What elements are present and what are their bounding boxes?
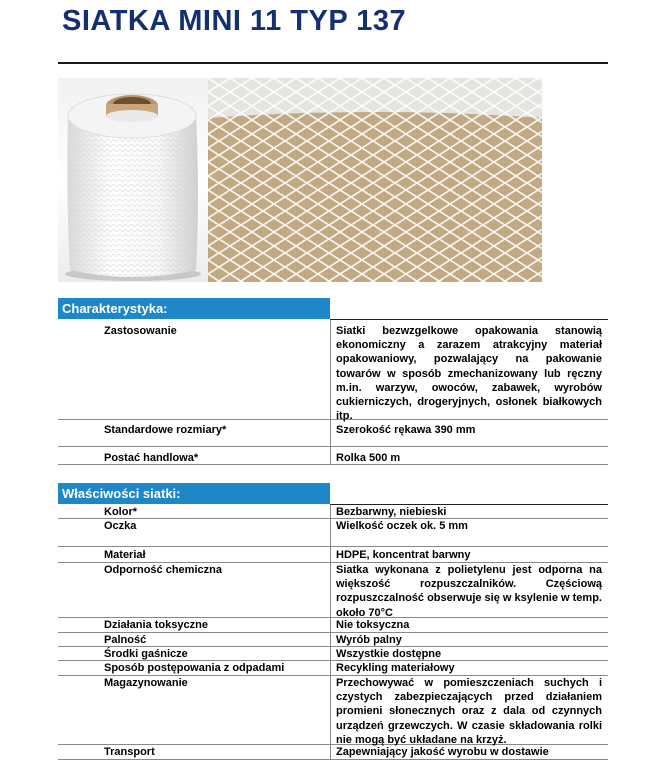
row-value: Wielkość oczek ok. 5 mm [336,520,468,532]
table-row [58,633,608,647]
row-label: Środki gaśnicze [104,648,188,660]
table-row [58,745,608,760]
row-value: Wyrób palny [336,634,402,646]
row-label: Zastosowanie [104,325,177,337]
row-value: HDPE, koncentrat barwny [336,549,471,561]
row-label: Magazynowanie [104,677,188,689]
table-row [58,519,608,547]
table-row [58,618,608,633]
table-row [58,505,608,519]
row-label: Oczka [104,520,137,532]
page-title: SIATKA MINI 11 TYP 137 [62,5,407,37]
row-value: Zapewniający jakość wyrobu w dostawie [336,746,549,758]
row-label: Postać handlowa* [104,452,199,464]
row-label: Materiał [104,549,146,561]
row-value: Nie toksyczna [336,619,410,631]
section-header-properties: Właściwości siatki: [58,483,330,504]
row-label: Sposób postępowania z odpadami [104,662,285,674]
row-value: Wszystkie dostępne [336,648,442,660]
row-label: Transport [104,746,155,758]
row-label: Działania toksyczne [104,619,208,631]
table-row [58,661,608,676]
product-photo-closeup [208,78,542,282]
row-value: Recykling materiałowy [336,662,455,674]
table-row [58,563,608,618]
row-label: Palność [104,634,147,646]
row-value: Szerokość rękawa 390 mm [336,424,476,436]
section-header-characteristics: Charakterystyka: [58,298,330,319]
row-label: Standardowe rozmiary* [104,424,227,436]
table-row [58,647,608,661]
row-label: Kolor* [104,506,137,518]
product-photo-roll [58,78,208,282]
row-value: Bezbarwny, niebieski [336,506,447,518]
table-row [58,420,608,447]
row-value: Rolka 500 m [336,452,401,464]
table-row [58,320,608,423]
table-row [58,447,608,465]
net-closeup-illustration [208,78,542,282]
table-row [58,547,608,563]
title-divider [58,62,608,64]
row-value: Siatka wykonana z polietylenu jest odporna na większość rozpuszczalników. Częściową rozpuszczalność obserwuje się w ksylenie w temp. około 70°C [336,564,602,619]
row-value: Przechowywać w pomieszczeniach suchych i czystych zabezpieczających przed działaniem promieni słonecznych oraz z dala od czynnych urządzeń grzewczych. W czasie składowania rolki nie mogą być układane na krzyż. [336,677,602,746]
row-label: Odporność chemiczna [104,564,222,576]
net-roll-illustration [58,78,208,282]
row-value: Siatki bezwzgelkowe opakowania stanowią ekonomiczny a zarazem atrakcyjny materiał opakowaniowy, pozwalający na pakowanie towarów w sposób zmechanizowany lub ręczny m.in. warzyw, owoców, zabawek, wyrobów cukierniczych, drogeryjnych, osłonek białkowych itp. [336,325,602,423]
table-row [58,676,608,745]
